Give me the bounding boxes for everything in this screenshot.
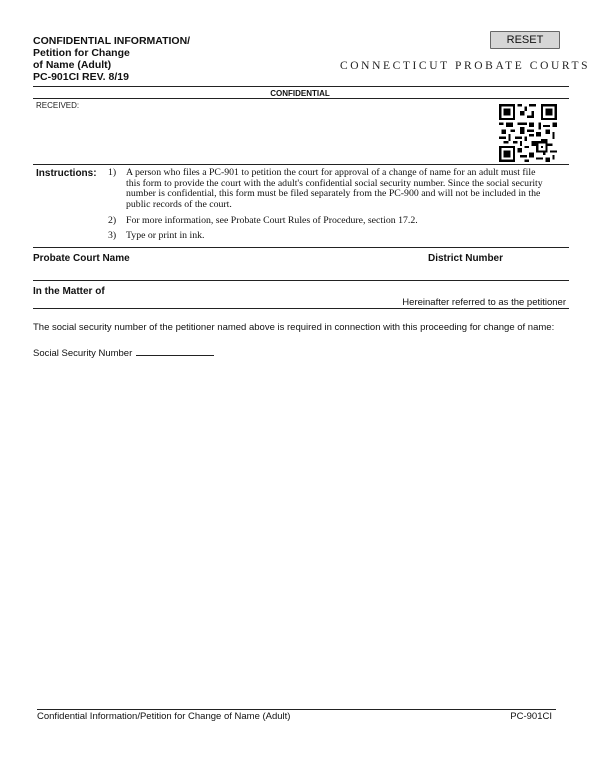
- form-number: PC-901CI REV. 8/19: [33, 71, 129, 83]
- instruction-number: 1): [108, 167, 117, 178]
- header-rule: [33, 86, 569, 87]
- district-number-label: District Number: [428, 253, 504, 264]
- form-title-line-3: of Name (Adult): [33, 59, 112, 71]
- matter-of-label: In the Matter of: [33, 286, 105, 297]
- confidential-rule: [33, 98, 569, 99]
- form-title-line-1: CONFIDENTIAL INFORMATION/: [33, 35, 191, 47]
- matter-rule: [33, 308, 569, 309]
- ssn-statement: The social security number of the petitioner named above is required in connection with this proceeding for change of name:: [33, 322, 555, 333]
- instruction-text: For more information, see Probate Court Rules of Procedure, section 17.2.: [126, 215, 418, 226]
- reset-button[interactable]: RESET: [490, 31, 560, 49]
- instruction-item-1: [0, 168, 600, 212]
- court-name-rule: [33, 280, 569, 281]
- instructions-heading: Instructions:: [36, 168, 97, 179]
- instruction-item-2: [0, 216, 600, 228]
- footer-form-code: PC-901CI: [510, 711, 552, 722]
- received-bottom-rule: [33, 164, 569, 165]
- footer-rule: [37, 709, 556, 710]
- instruction-number: 3): [108, 230, 117, 241]
- received-label: RECEIVED:: [36, 101, 80, 110]
- instructions-bottom-rule: [33, 247, 569, 248]
- instruction-item-3: [0, 231, 600, 243]
- court-name-label: Probate Court Name: [33, 253, 130, 264]
- qr-code: [499, 104, 557, 162]
- confidential-label: CONFIDENTIAL: [270, 89, 330, 98]
- district-number-field[interactable]: [428, 264, 568, 279]
- form-title-line-2: Petition for Change: [33, 47, 130, 59]
- ssn-row: [33, 345, 214, 359]
- instruction-text: A person who files a PC-901 to petition the court for approval of a change of name for an adult must file this form to provide the court with the adult's confidential social security number. Since the social security number is confidential, this form must be filed separately from the PC-900 and will not be included in the public records of the court.: [126, 167, 543, 210]
- form-title-block: [33, 35, 190, 83]
- petitioner-note: Hereinafter referred to as the petitioner: [402, 297, 566, 308]
- court-name-field[interactable]: [33, 264, 418, 279]
- footer-title: Confidential Information/Petition for Change of Name (Adult): [37, 711, 291, 722]
- ssn-input[interactable]: [136, 345, 214, 356]
- instruction-text: Type or print in ink.: [126, 230, 205, 241]
- ssn-label: Social Security Number: [33, 348, 133, 359]
- instruction-number: 2): [108, 215, 117, 226]
- org-name: CONNECTICUT PROBATE COURTS: [340, 60, 591, 72]
